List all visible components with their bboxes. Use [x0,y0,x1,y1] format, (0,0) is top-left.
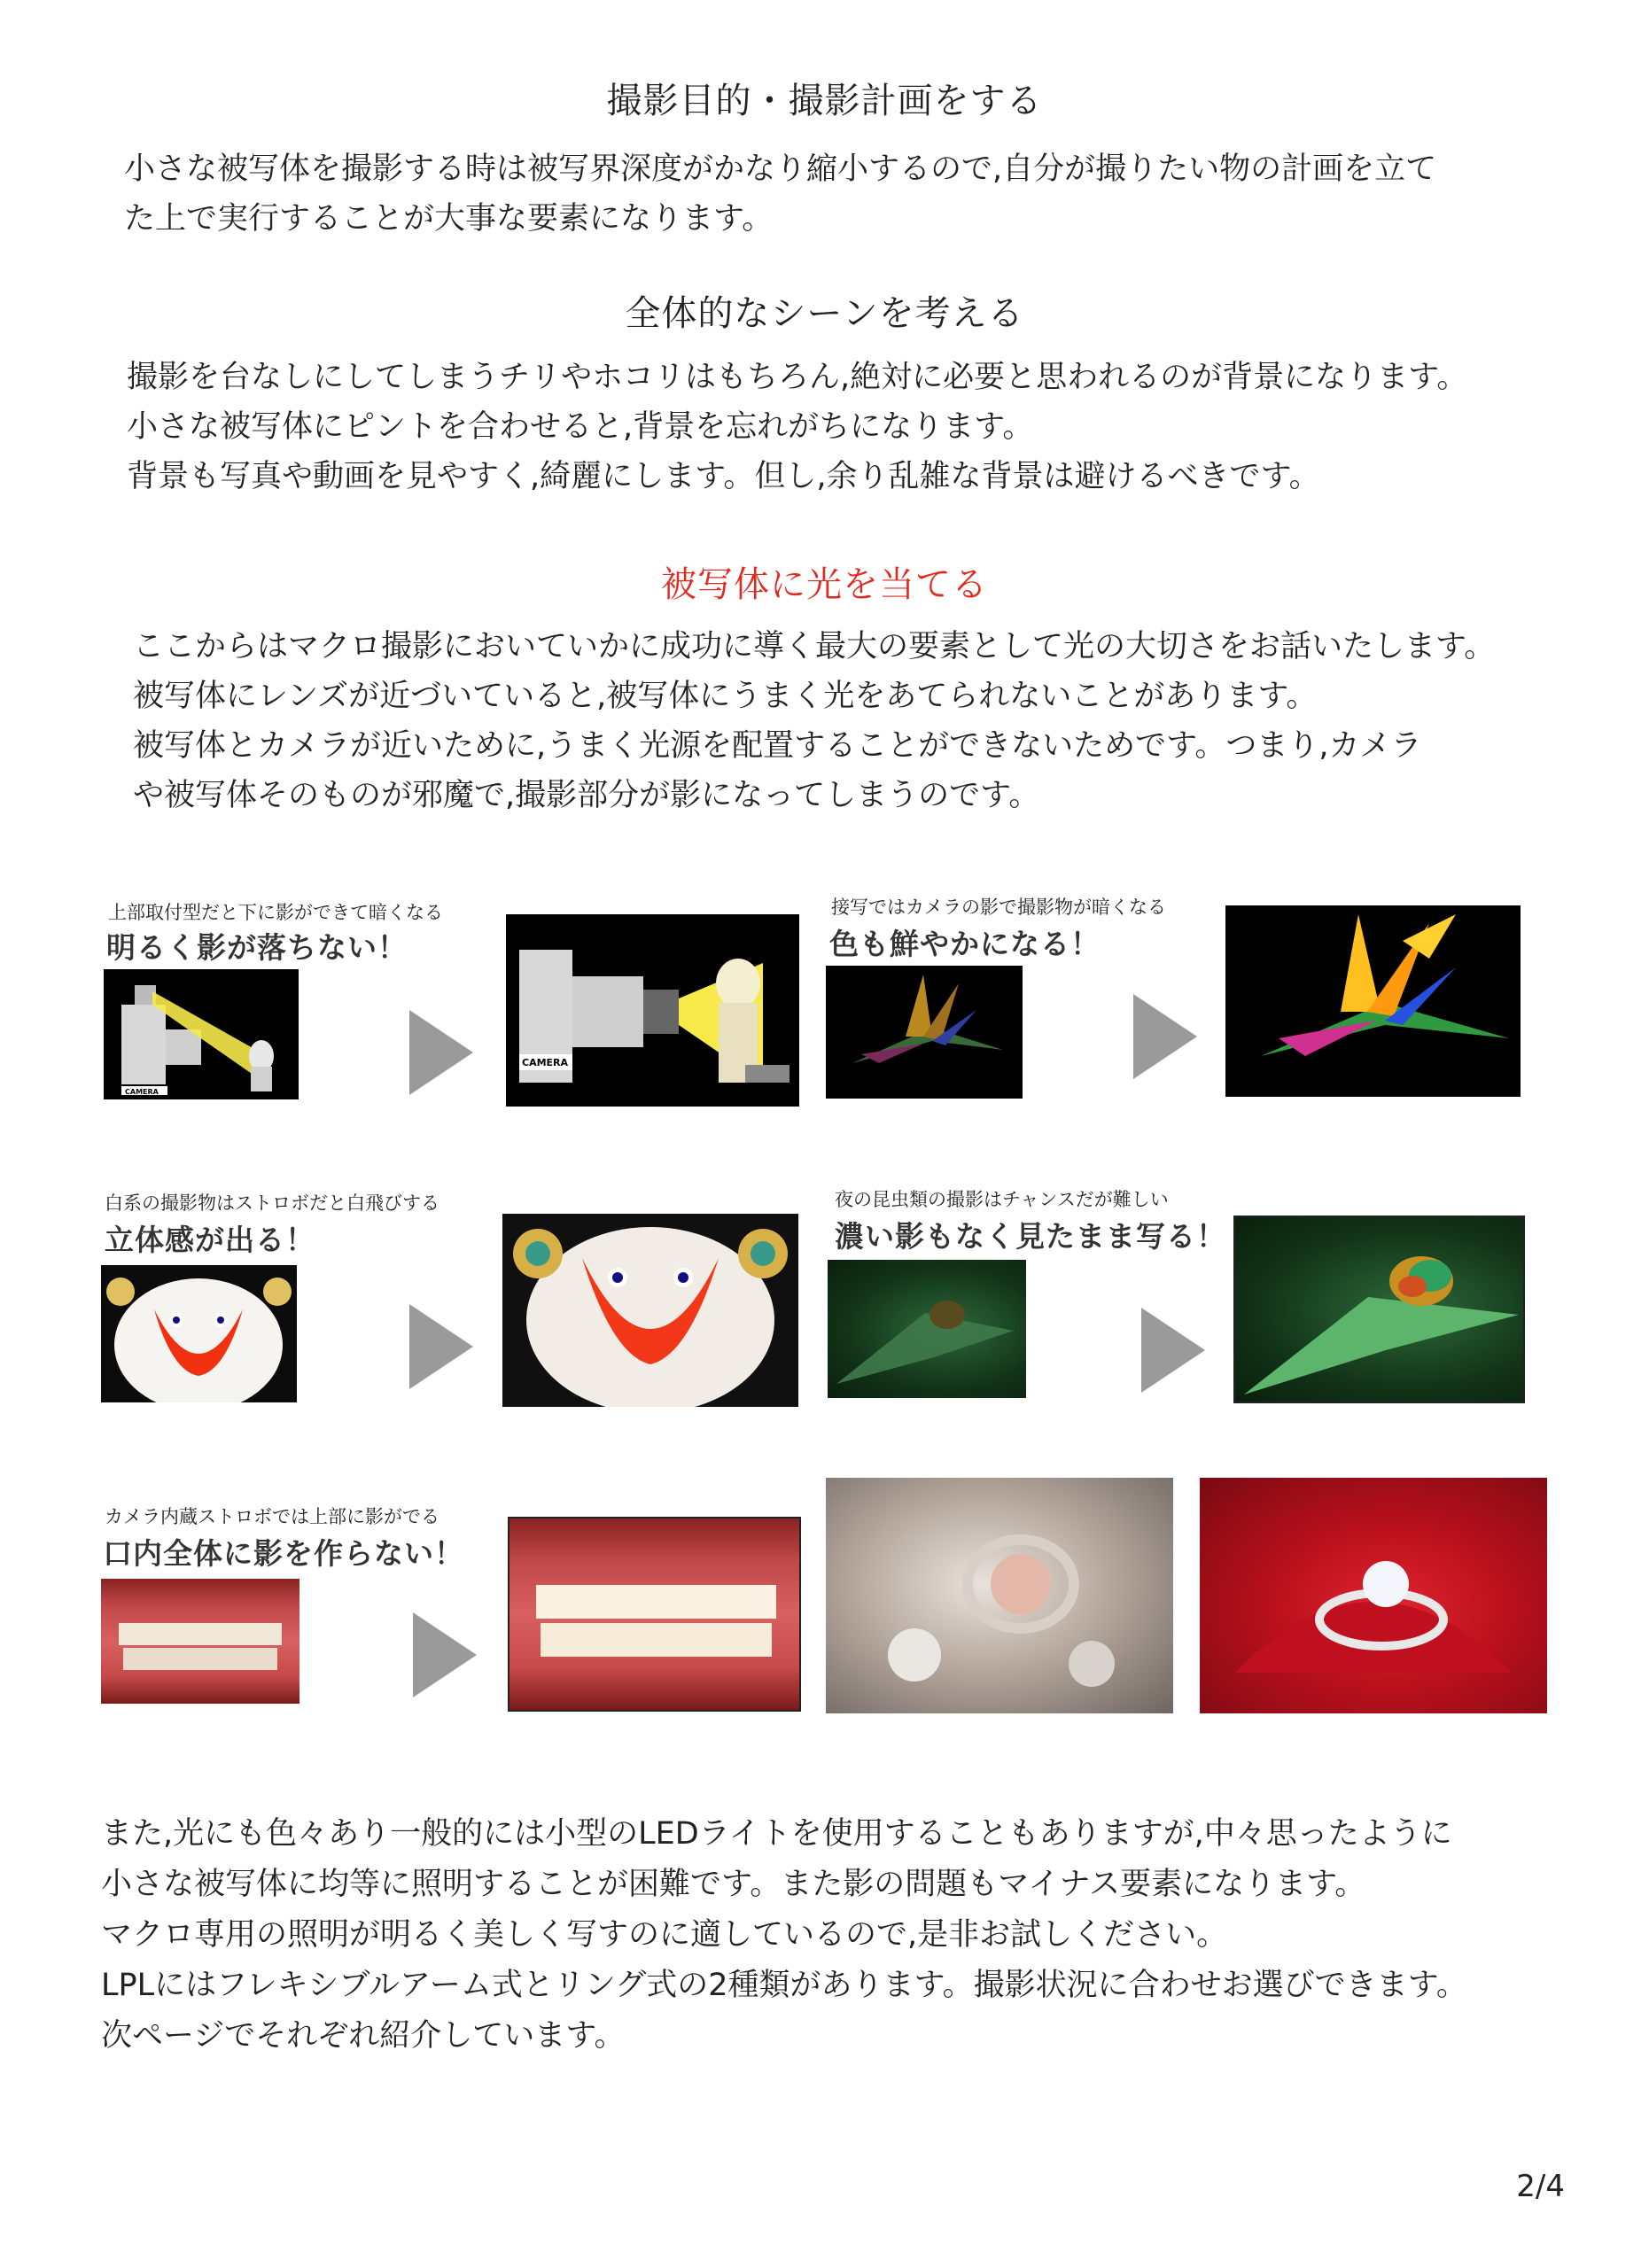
example-headline: 立体感が出る！ [105,1223,315,1257]
example-headline: 口内全体に影を作らない！ [103,1536,464,1571]
text-line: 次ページでそれぞれ紹介しています。 [101,2018,626,2054]
example-headline: 明るく影が落ちない！ [106,930,408,965]
paragraph-led [101,1809,1467,2062]
section-heading-scene: 全体的なシーンを考える [625,293,1024,334]
text-line: 被写体にレンズが近づいていると,被写体にうまく光をあてられないことがあります。 [133,679,1318,714]
beetle-bright-image [1233,1216,1525,1403]
section-heading-purpose: 撮影目的・撮影計画をする [606,81,1043,121]
arrow-icon [1133,994,1197,1079]
teeth-flash-image [101,1579,299,1704]
flower-dark-image [826,966,1023,1099]
arrow-icon [1141,1308,1205,1393]
svg-text:CAMERA: CAMERA [522,1057,569,1068]
section-heading-lighting: 被写体に光を当てる [661,564,988,605]
camera-ring-light-image [506,914,799,1107]
text-line: マクロ専用の照明が明るく美しく写すのに適しているので,是非お試しください。 [101,1917,1228,1953]
text-line: 小さな被写体にピントを合わせると,背景を忘れがちになります。 [127,409,1034,445]
mask-ringlight-image [502,1214,798,1407]
example-headline: 色も鮮やかになる！ [829,927,1101,961]
ring-pearls-image [826,1478,1173,1713]
paragraph-scene [127,353,1467,501]
arrow-icon [409,1010,473,1095]
paragraph-purpose [124,144,1436,244]
arrow-icon [413,1612,477,1697]
example-caption: 白系の撮影物はストロボだと白飛びする [105,1192,439,1214]
text-line: 撮影を台なしにしてしまうチリやホコリはもちろん,絶対に必要と思われるのが背景になります。 [127,360,1468,395]
text-line: 小さな被写体を撮影する時は被写界深度がかなり縮小するので,自分が撮りたい物の計画を立て [124,151,1437,187]
mask-flash-image [101,1265,297,1402]
page-number: 2/4 [1516,2169,1565,2204]
ring-rose-image [1200,1478,1547,1713]
text-line: や被写体そのものが邪魔で,撮影部分が影になってしまうのです。 [133,778,1040,813]
text-line: 背景も写真や動画を見やすく,綺麗にします。但し,余り乱雑な背景は避けるべきです。 [127,459,1320,494]
flower-bright-image [1225,905,1521,1097]
example-caption: 上部取付型だと下に影ができて暗くなる [108,902,443,923]
text-line: 被写体とカメラが近いために,うまく光源を配置することができないためです。つまり,カメラ [133,728,1422,764]
arrow-icon [409,1304,473,1389]
example-caption: 夜の昆虫類の撮影はチャンスだが難しい [835,1189,1169,1210]
text-line: また,光にも色々あり一般的には小型のLEDライトを使用することもありますが,中々思ったように [101,1816,1452,1852]
text-line: LPLにはフレキシブルアーム式とリング式の2種類があります。撮影状況に合わせお選びできます。 [101,1968,1467,2003]
text-line: た上で実行することが大事な要素になります。 [124,201,774,237]
camera-label: CAMERA [125,1088,159,1096]
text-line: 小さな被写体に均等に照明することが困難です。また影の問題もマイナス要素になります。 [101,1867,1366,1902]
beetle-dark-image [828,1260,1026,1398]
example-caption: 接写ではカメラの影で撮影物が暗くなる [831,897,1166,918]
text-line: ここからはマクロ撮影においていかに成功に導く最大の要素として光の大切さをお話いたします。 [133,629,1496,664]
example-caption: カメラ内蔵ストロボでは上部に影がでる [105,1506,439,1527]
camera-top-light-image [104,969,299,1099]
teeth-ringlight-image [508,1517,801,1712]
example-headline: 濃い影もなく見たまま写る！ [835,1219,1226,1254]
paragraph-lighting [133,622,1495,820]
